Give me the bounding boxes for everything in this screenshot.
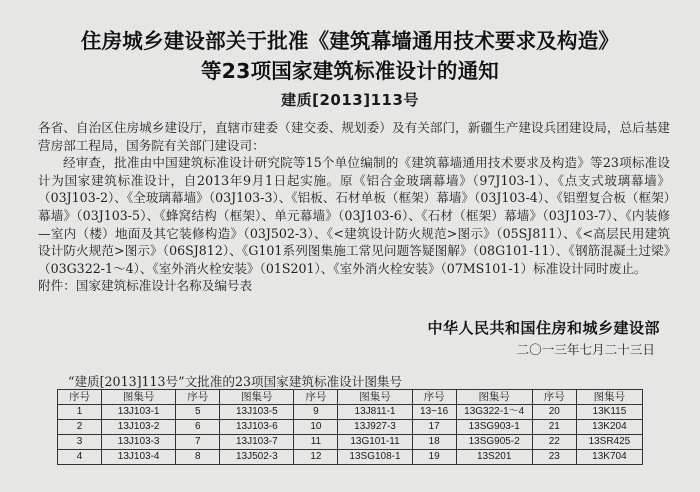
issue-date: 二〇一三年七月二十三日 — [516, 342, 655, 357]
header-cell: 图集号 — [220, 390, 294, 405]
table-cell: 21 — [532, 420, 576, 435]
header-cell: 序号 — [532, 390, 576, 405]
table-cell: 13J103-2 — [102, 420, 176, 435]
table-cell: 13J103-5 — [220, 405, 294, 420]
table-cell: 23 — [532, 450, 576, 465]
table-cell: 20 — [532, 405, 576, 420]
table-cell: 13~16 — [412, 405, 456, 420]
header-cell: 图集号 — [102, 390, 176, 405]
table-cell: 13SR425 — [576, 435, 642, 450]
table-cell: 11 — [294, 435, 338, 450]
notice-title-line2: 等23项国家建筑标准设计的通知 — [200, 59, 500, 83]
table-cell: 13J103-4 — [102, 450, 176, 465]
table-cell: 13K115 — [576, 405, 642, 420]
header-cell: 序号 — [58, 390, 102, 405]
table-cell: 1 — [58, 405, 102, 420]
header-cell: 图集号 — [576, 390, 642, 405]
approval-paragraph: 经审查，批准由中国建筑标准设计研究院等15个单位编制的《建筑幕墙通用技术要求及构造》等23项标准设计为国家建筑标准设计，自2013年9月1日起实施。原《铝合金玻璃幕墙》（97J103-1）、《点支式玻璃幕墙》（03J103-2）、《全玻璃幕墙》（03J103-3）、《铝板、石材单板（框架）幕墙》（03J103-4）、《铝塑复合板（框架）幕墙》（03J103-5）、《蜂窝结构（框架）、单元幕墙》（03J103-6）、《石材（框架）幕墙》（03J103-7）、《内装修—室内（楼）地面及其它装修构造》（03J502-3）、《<建筑设计防火规范>图示》（05SJ811）、《<高层民用建筑设计防火规范>图示》（06SJ812）、《G101系列图集施工常见问题答疑图解》（08G101-11）、《钢筋混凝土过梁》（03G322-1～4）、《室外消火栓安装》（01S201）、《室外消火栓安装》（07MS101-1）标准设计同时废止。 — [38, 155, 670, 276]
table-header-row — [58, 390, 643, 405]
table-cell: 13K704 — [576, 450, 642, 465]
header-cell: 序号 — [176, 390, 220, 405]
issuer-signature: 中华人民共和国住房和城乡建设部 — [427, 319, 660, 337]
table-cell: 2 — [58, 420, 102, 435]
table-cell: 8 — [176, 450, 220, 465]
table-row — [58, 405, 643, 420]
table-cell: 13J811-1 — [338, 405, 412, 420]
table-cell: 13SG905-2 — [456, 435, 532, 450]
header-cell: 图集号 — [456, 390, 532, 405]
atlas-number-table — [57, 389, 643, 465]
table-caption: “建质[2013]113号”文批准的23项国家建筑标准设计图集号 — [68, 374, 403, 389]
table-cell: 13J103-1 — [102, 405, 176, 420]
document-number: 建质[2013]113号 — [281, 91, 419, 109]
table-cell: 13J103-6 — [220, 420, 294, 435]
table-cell: 7 — [176, 435, 220, 450]
table-cell: 13J103-7 — [220, 435, 294, 450]
table-cell: 13J927-3 — [338, 420, 412, 435]
table-cell: 19 — [412, 450, 456, 465]
table-row — [58, 420, 643, 435]
table-cell: 13S201 — [456, 450, 532, 465]
notice-body — [38, 119, 670, 295]
table-cell: 13G322-1～4 — [456, 405, 532, 420]
table-cell: 22 — [532, 435, 576, 450]
table-row — [58, 435, 643, 450]
table-cell: 3 — [58, 435, 102, 450]
table-cell: 13J103-3 — [102, 435, 176, 450]
header-cell: 序号 — [412, 390, 456, 405]
addressee-paragraph: 各省、自治区住房城乡建设厅，直辖市建委（建交委、规划委）及有关部门，新疆生产建设兵团建设局，总后基建营房部工程局，国务院有关部门建设司： — [38, 120, 670, 153]
table-cell: 12 — [294, 450, 338, 465]
table-cell: 13SG108-1 — [338, 450, 412, 465]
notice-title-line1: 住房城乡建设部关于批准《建筑幕墙通用技术要求及构造》 — [80, 29, 620, 53]
table-cell: 5 — [176, 405, 220, 420]
table-cell: 13K204 — [576, 420, 642, 435]
header-cell: 图集号 — [338, 390, 412, 405]
table-cell: 18 — [412, 435, 456, 450]
attachment-line: 附件：国家建筑标准设计名称及编号表 — [38, 278, 253, 294]
table-cell: 9 — [294, 405, 338, 420]
table-cell: 10 — [294, 420, 338, 435]
table-cell: 13G101-11 — [338, 435, 412, 450]
table-cell: 17 — [412, 420, 456, 435]
table-cell: 13J502-3 — [220, 450, 294, 465]
table-cell: 4 — [58, 450, 102, 465]
table-row — [58, 450, 643, 465]
table-cell: 13SG903-1 — [456, 420, 532, 435]
header-cell: 序号 — [294, 390, 338, 405]
table-cell: 6 — [176, 420, 220, 435]
